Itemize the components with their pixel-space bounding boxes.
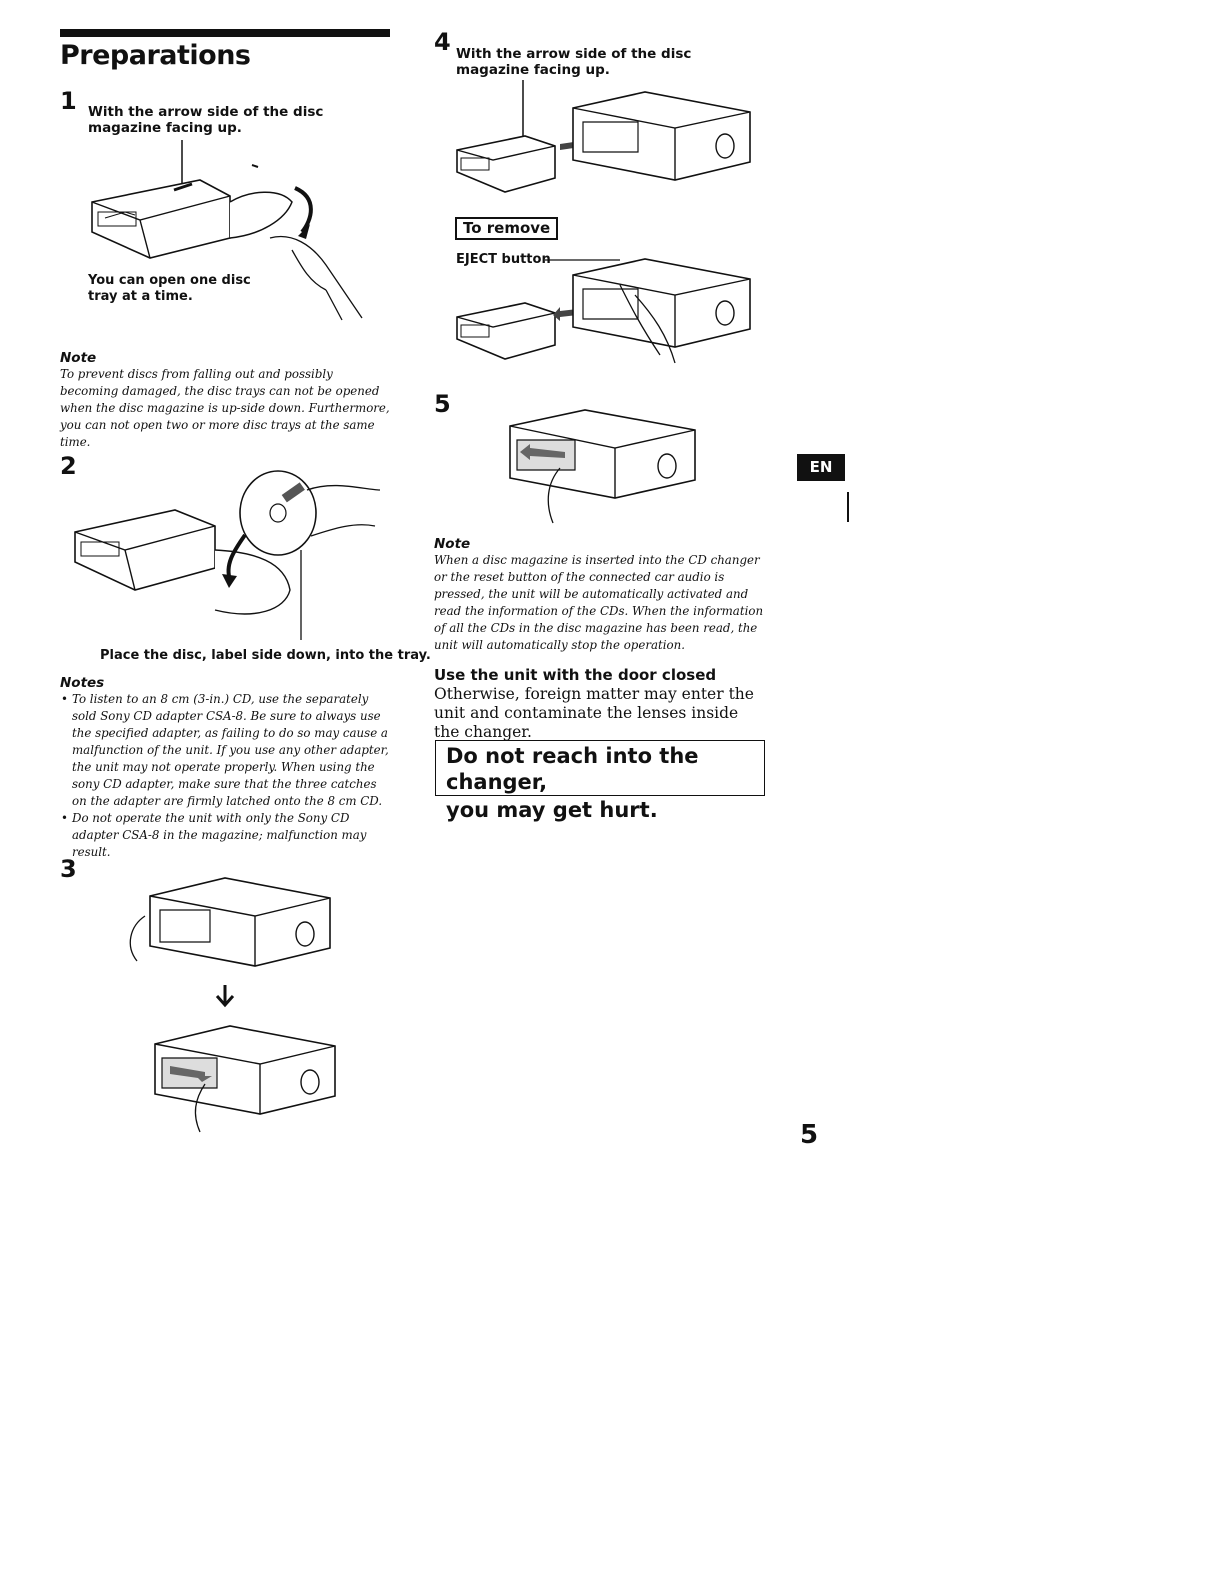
eject-illustration [455,255,755,370]
down-arrow-icon [214,985,236,1007]
step1-number: 1 [60,87,77,115]
step3-changer-insert-illustration [150,1024,340,1134]
to-remove-label: To remove [455,217,558,240]
step2-notes-heading: Notes [60,675,105,691]
step5-changer-illustration [505,408,700,526]
language-tab-en: EN [797,454,845,481]
step2-disc-illustration [75,470,385,645]
page-number: 5 [800,1120,819,1150]
step4-label: With the arrow side of the disc magazine facing up. [456,46,692,78]
page-title: Preparations [60,40,251,71]
warning-line1: Do not reach into the changer, [446,744,699,794]
step2-number: 2 [60,452,77,480]
warning-box [435,740,765,822]
eject-button-label: EJECT button [456,252,551,267]
step1-label: With the arrow side of the disc magazine facing up. [88,104,324,136]
step5-number: 5 [434,390,451,418]
step3-number: 3 [60,855,77,883]
door-heading: Use the unit with the door closed [434,666,717,684]
step2-notes [60,691,392,861]
title-rule [60,29,390,37]
step5-note-heading: Note [434,536,471,552]
step4-insert-magazine-illustration [455,80,755,200]
step1-note-text: To prevent discs from falling out and possibly becoming damaged, the disc trays can not be opened when the disc magazine is up-side down. Furthermore, you can not open two or more disc trays at the same time. [60,367,390,449]
step1-note-heading: Note [60,350,97,366]
step3-changer-closed-illustration [115,876,340,966]
language-tab-marker [847,492,849,522]
step4-number: 4 [434,28,451,56]
step1-callout: You can open one disc tray at a time. [88,273,251,304]
step2-callout: Place the disc, label side down, into the tray. [100,648,431,663]
door-text: Otherwise, foreign matter may enter the unit and contaminate the lenses inside the changer. [434,685,754,741]
step5-note-text: When a disc magazine is inserted into the CD changer or the reset button of the connected car audio is pressed, the unit will be automatically activated and read the information of the CDs. When the information of all the CDs in the disc magazine has been read, the unit will automatically stop the operation. [434,553,764,652]
step2-note-item: • Do not operate the unit with only the Sony CD adapter CSA-8 in the magazine; malfunction may result. [72,810,392,861]
warning-line2: you may get hurt. [446,798,658,822]
step2-note-item: • To listen to an 8 cm (3-in.) CD, use the separately sold Sony CD adapter CSA-8. Be sure to always use the specified adapter, as failing to do so may cause a malfunction of the unit. If you use any other adapter, the unit may not operate properly. When using the sony CD adapter, make sure that the three catches on the adapter are firmly latched onto the 8 cm CD. [72,691,392,810]
